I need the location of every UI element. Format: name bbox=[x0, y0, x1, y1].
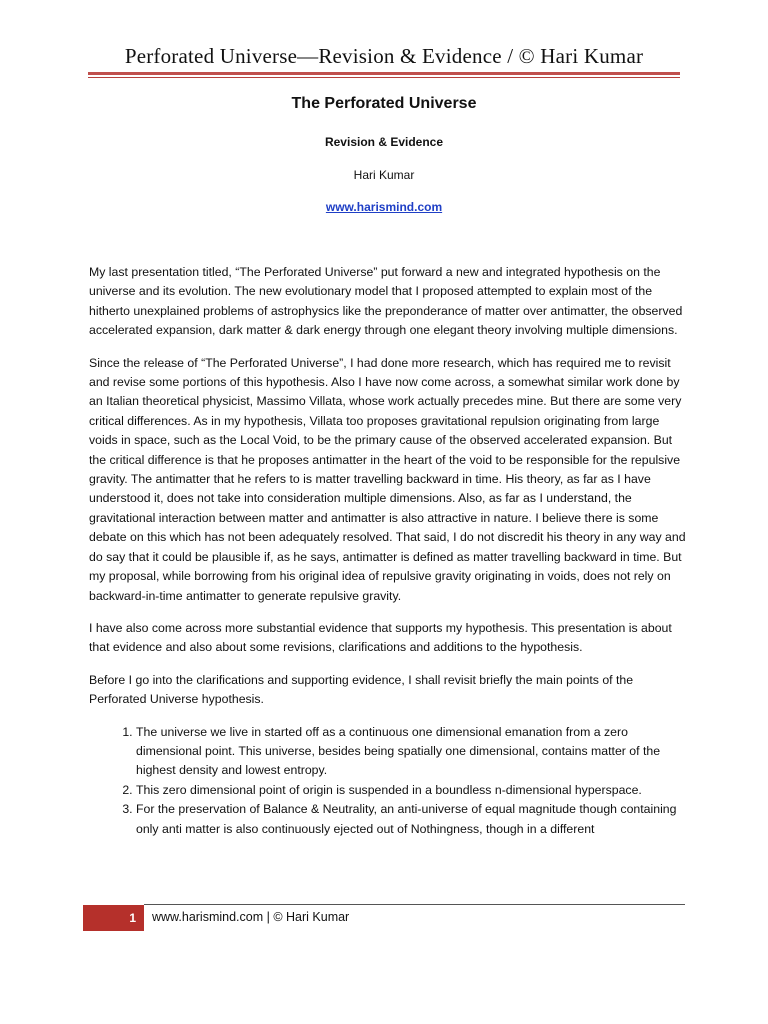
list-item: 3. For the preservation of Balance & Neutrality, an anti-universe of equal magnitude though containing only anti matter is also continuously ejected out of Nothingness, though in a different bbox=[136, 800, 689, 839]
list-item: 2. This zero dimensional point of origin is suspended in a boundless n-dimensional hyperspace. bbox=[136, 781, 689, 800]
page-number-badge: 1 bbox=[83, 905, 144, 931]
header-rule-thin bbox=[88, 77, 680, 78]
paragraph-4: Before I go into the clarifications and supporting evidence, I shall revisit briefly the main points of the Perforated Universe hypothesis. bbox=[89, 672, 634, 707]
document-author: Hari Kumar bbox=[353, 168, 415, 182]
footer-text: www.harismind.com | © Hari Kumar bbox=[152, 910, 350, 924]
body-text bbox=[89, 263, 689, 839]
website-link[interactable]: www.harismind.com bbox=[325, 200, 443, 214]
paragraph-2: Since the release of “The Perforated Universe”, I had done more research, which has required me to revisit and revise some portions of this hypothesis. Also I have now come across, a somewhat similar work done by an Italian theoretical physicist, Massimo Villata, whose work actually precedes mine. But there are some very critical differences. As in my hypothesis, Villata too proposes gravitational repulsion originating from large voids in space, such as the Local Void, to be the primary cause of the observed accelerated expansion. But the critical difference is that he proposes antimatter in the heart of the void to be responsible for the repulsive gravity. The antimatter that he refers to is matter travelling backward in time. His theory, as far as I have understood it, does not take into consideration multiple dimensions. Also, as far as I understand, the gravitational interaction between matter and antimatter is also attractive in nature. I believe there is some debate on this which has not been adequately resolved. That said, I do not discredit his theory in any way and do say that it could be plausible if, as he says, antimatter is defined as matter travelling backward in time. But my proposal, while borrowing from his original idea of repulsive gravity originating in voids, does not rely on backward-in-time antimatter to generate repulsive gravity. bbox=[89, 355, 686, 603]
paragraph-1: My last presentation titled, “The Perforated Universe” put forward a new and integrated hypothesis on the universe and its evolution. The new evolutionary model that I proposed attempted to explain most of the hitherto unexplained problems of astrophysics like the preponderance of matter over antimatter, the observed accelerated expansion, dark matter & dark energy through one elegant theory involving multiple dimensions. bbox=[89, 265, 683, 338]
running-header: Perforated Universe—Revision & Evidence / © Hari Kumar bbox=[124, 44, 644, 68]
website-link-container bbox=[0, 200, 768, 214]
footer-rule bbox=[144, 904, 685, 905]
document-subtitle: Revision & Evidence bbox=[324, 135, 444, 149]
hypothesis-points-list bbox=[89, 723, 689, 839]
list-item: 1. The universe we live in started off as a continuous one dimensional emanation from a zero dimensional point. This universe, besides being spatially one dimensional, contains matter of the highest density and lowest entropy. bbox=[136, 723, 689, 781]
paragraph-3: I have also come across more substantial evidence that supports my hypothesis. This presentation is about that evidence and also about some revisions, clarifications and additions to the hypothesis. bbox=[89, 620, 672, 655]
document-title: The Perforated Universe bbox=[291, 95, 477, 112]
header-rule-thick bbox=[88, 72, 680, 75]
